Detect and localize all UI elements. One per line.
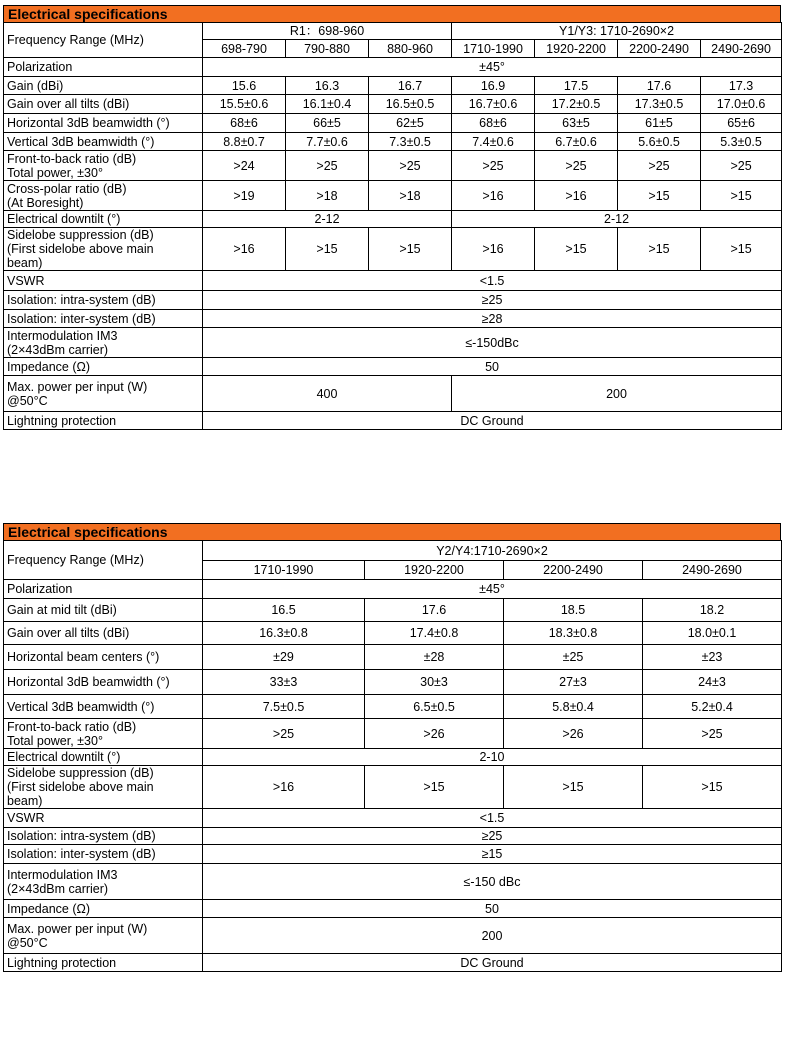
row-label xyxy=(4,328,203,358)
spec-value: >24 xyxy=(203,151,286,181)
spec-value: 17.4±0.8 xyxy=(365,622,504,645)
row-label xyxy=(4,670,203,695)
spec-row xyxy=(4,864,782,900)
band-header: 1710-1990 xyxy=(452,40,535,58)
row-label xyxy=(4,358,203,376)
spec-value: 17.5 xyxy=(535,77,618,95)
spec-value: >25 xyxy=(203,719,365,749)
spec-row xyxy=(4,211,782,228)
spec-value: >15 xyxy=(286,228,369,271)
row-label-line: VSWR xyxy=(7,273,45,288)
spec-value: 15.6 xyxy=(203,77,286,95)
row-label xyxy=(4,809,203,828)
row-label-line: Front-to-back ratio (dB) xyxy=(7,151,137,166)
spec-value: >16 xyxy=(203,228,286,271)
spec-value: >26 xyxy=(504,719,643,749)
band-header: 790-880 xyxy=(286,40,369,58)
spec-value: ±29 xyxy=(203,645,365,670)
row-label xyxy=(4,845,203,864)
spec-value: 7.7±0.6 xyxy=(286,133,369,151)
row-label-line: Cross-polar ratio (dB) xyxy=(7,181,127,196)
spec-row xyxy=(4,328,782,358)
spec-row xyxy=(4,599,782,622)
row-label-line: Total power, ±30° xyxy=(7,165,103,180)
spec-value: 18.5 xyxy=(504,599,643,622)
row-label-line: Vertical 3dB beamwidth (°) xyxy=(7,699,155,714)
row-label xyxy=(4,271,203,291)
group-header-y2y4: Y2/Y4:1710-2690×2 xyxy=(203,541,782,561)
row-label xyxy=(4,580,203,599)
spec-value: 30±3 xyxy=(365,670,504,695)
spec-row xyxy=(4,670,782,695)
spec-value: 16.3 xyxy=(286,77,369,95)
row-label xyxy=(4,58,203,77)
spec-value: 6.5±0.5 xyxy=(365,695,504,719)
row-label-line: Horizontal beam centers (°) xyxy=(7,650,160,664)
row-label-line: Sidelobe suppression (dB) xyxy=(7,228,154,242)
spec-value: >19 xyxy=(203,181,286,211)
spec-value: ≥25 xyxy=(203,828,782,845)
spec-value: DC Ground xyxy=(203,412,782,430)
row-label xyxy=(4,376,203,412)
group-header-y1y3: Y1/Y3: 1710-2690×2 xyxy=(452,23,782,40)
row-label-line: Polarization xyxy=(7,582,73,596)
spec-value: >18 xyxy=(286,181,369,211)
row-label-line: Sidelobe suppression (dB) xyxy=(7,766,154,780)
spec-value: 2-10 xyxy=(203,749,782,766)
spec-value: 5.2±0.4 xyxy=(643,695,782,719)
row-label-line: Lightning protection xyxy=(7,413,117,428)
header-row xyxy=(4,23,782,40)
spec-value: 17.2±0.5 xyxy=(535,95,618,114)
row-label-line: @50°C xyxy=(7,935,48,950)
spec-value: 16.5±0.5 xyxy=(369,95,452,114)
spec-value: 7.4±0.6 xyxy=(452,133,535,151)
spec-value: 27±3 xyxy=(504,670,643,695)
spec-table-2 xyxy=(3,540,782,972)
group-header-r1: R1：698-960 xyxy=(203,23,452,40)
spec-value: 17.0±0.6 xyxy=(701,95,782,114)
header-row xyxy=(4,541,782,561)
row-label xyxy=(4,211,203,228)
frequency-range-label: Frequency Range (MHz) xyxy=(4,541,203,580)
spec-value: 65±6 xyxy=(701,114,782,133)
row-label xyxy=(4,114,203,133)
spec-value: <1.5 xyxy=(203,271,782,291)
spec-value: <1.5 xyxy=(203,809,782,828)
row-label xyxy=(4,310,203,328)
row-label-line: (At Boresight) xyxy=(7,195,84,210)
spec-value: >25 xyxy=(452,151,535,181)
spec-value: >16 xyxy=(452,228,535,271)
spec-row xyxy=(4,918,782,954)
spec-row xyxy=(4,376,782,412)
spec-section-2 xyxy=(3,523,781,972)
row-label-line: Gain at mid tilt (dBi) xyxy=(7,603,117,617)
spec-value: 50 xyxy=(203,358,782,376)
row-label-line: (2×43dBm carrier) xyxy=(7,881,109,896)
row-label xyxy=(4,695,203,719)
spec-value: 15.5±0.6 xyxy=(203,95,286,114)
row-label-line: Electrical downtilt (°) xyxy=(7,212,121,226)
spec-value: >25 xyxy=(369,151,452,181)
spec-value: >15 xyxy=(701,181,782,211)
row-label-line: Vertical 3dB beamwidth (°) xyxy=(7,134,155,149)
spec-row xyxy=(4,954,782,972)
spec-value: 61±5 xyxy=(618,114,701,133)
spec-value: 18.0±0.1 xyxy=(643,622,782,645)
spec-value: ≤-150 dBc xyxy=(203,864,782,900)
spec-value: >15 xyxy=(369,228,452,271)
frequency-range-label: Frequency Range (MHz) xyxy=(4,23,203,58)
band-header: 2490-2690 xyxy=(643,561,782,580)
spec-row xyxy=(4,95,782,114)
row-label-line: Front-to-back ratio (dB) xyxy=(7,719,137,734)
spec-value: 200 xyxy=(452,376,782,412)
row-label-line: Polarization xyxy=(7,60,73,74)
spec-value: 16.3±0.8 xyxy=(203,622,365,645)
spec-row xyxy=(4,719,782,749)
band-header: 2200-2490 xyxy=(618,40,701,58)
spec-row xyxy=(4,310,782,328)
row-label-line: Max. power per input (W) xyxy=(7,921,148,936)
spec-row xyxy=(4,695,782,719)
row-label xyxy=(4,645,203,670)
spec-value: >16 xyxy=(203,766,365,809)
spec-value: 16.1±0.4 xyxy=(286,95,369,114)
row-label xyxy=(4,900,203,918)
spec-value: ≥25 xyxy=(203,291,782,310)
row-label-line: Isolation: intra-system (dB) xyxy=(7,829,156,843)
spec-value: 68±6 xyxy=(203,114,286,133)
row-label-line: (First sidelobe above main xyxy=(7,780,154,794)
band-header: 1710-1990 xyxy=(203,561,365,580)
row-label xyxy=(4,749,203,766)
section-title: Electrical specifications xyxy=(3,5,781,22)
spec-value: ±25 xyxy=(504,645,643,670)
spec-value: ≥28 xyxy=(203,310,782,328)
row-label xyxy=(4,864,203,900)
spec-value: >15 xyxy=(504,766,643,809)
row-label xyxy=(4,133,203,151)
spec-value: 66±5 xyxy=(286,114,369,133)
spec-value: >25 xyxy=(618,151,701,181)
row-label-line: Total power, ±30° xyxy=(7,733,103,748)
row-label-line: Intermodulation IM3 xyxy=(7,867,118,882)
row-label-line: Gain over all tilts (dBi) xyxy=(7,626,130,640)
row-label-line: Isolation: inter-system (dB) xyxy=(7,311,156,326)
spec-row xyxy=(4,809,782,828)
spec-value: 18.3±0.8 xyxy=(504,622,643,645)
spec-value: 62±5 xyxy=(369,114,452,133)
spec-row xyxy=(4,151,782,181)
spec-value: 17.6 xyxy=(365,599,504,622)
spec-value: >26 xyxy=(365,719,504,749)
band-header: 2490-2690 xyxy=(701,40,782,58)
spec-value: 33±3 xyxy=(203,670,365,695)
row-label-line: Gain over all tilts (dBi) xyxy=(7,97,130,111)
row-label-line: Gain (dBi) xyxy=(7,78,64,93)
row-label-line: beam) xyxy=(7,256,43,270)
row-label-line: Horizontal 3dB beamwidth (°) xyxy=(7,675,170,689)
spec-value: >15 xyxy=(365,766,504,809)
spec-value: 16.9 xyxy=(452,77,535,95)
spec-row xyxy=(4,900,782,918)
row-label-line: (2×43dBm carrier) xyxy=(7,342,109,357)
spec-row xyxy=(4,580,782,599)
spec-value: 6.7±0.6 xyxy=(535,133,618,151)
spec-value: 7.5±0.5 xyxy=(203,695,365,719)
spec-value: ≤-150dBc xyxy=(203,328,782,358)
band-header: 880-960 xyxy=(369,40,452,58)
row-label-line: Impedance (Ω) xyxy=(7,901,90,916)
row-label-line: Isolation: inter-system (dB) xyxy=(7,847,156,861)
spec-value: 17.6 xyxy=(618,77,701,95)
row-label xyxy=(4,599,203,622)
spec-row xyxy=(4,291,782,310)
spec-value: 17.3±0.5 xyxy=(618,95,701,114)
spec-value: >25 xyxy=(643,719,782,749)
spec-value: 5.3±0.5 xyxy=(701,133,782,151)
spec-value: >15 xyxy=(618,228,701,271)
row-label xyxy=(4,719,203,749)
spec-row xyxy=(4,622,782,645)
row-label xyxy=(4,918,203,954)
band-header: 698-790 xyxy=(203,40,286,58)
spec-value: 16.7±0.6 xyxy=(452,95,535,114)
row-label-line: Isolation: intra-system (dB) xyxy=(7,293,156,307)
row-label-line: Lightning protection xyxy=(7,955,117,970)
row-label xyxy=(4,412,203,430)
spec-row xyxy=(4,845,782,864)
row-label xyxy=(4,828,203,845)
spec-value: 7.3±0.5 xyxy=(369,133,452,151)
spec-value: 2-12 xyxy=(452,211,782,228)
band-header: 2200-2490 xyxy=(504,561,643,580)
spec-value: 5.6±0.5 xyxy=(618,133,701,151)
row-label xyxy=(4,95,203,114)
spec-value: ±45° xyxy=(203,58,782,77)
spec-value: >25 xyxy=(286,151,369,181)
row-label xyxy=(4,181,203,211)
spec-row xyxy=(4,358,782,376)
spec-row xyxy=(4,77,782,95)
row-label-line: VSWR xyxy=(7,811,45,825)
spec-row xyxy=(4,271,782,291)
row-label-line: @50°C xyxy=(7,393,48,408)
spec-value: >16 xyxy=(535,181,618,211)
spec-value: >15 xyxy=(618,181,701,211)
spec-value: >15 xyxy=(535,228,618,271)
spec-value: >16 xyxy=(452,181,535,211)
row-label-line: (First sidelobe above main xyxy=(7,242,154,256)
row-label xyxy=(4,151,203,181)
spec-value: DC Ground xyxy=(203,954,782,972)
row-label-line: Electrical downtilt (°) xyxy=(7,750,121,764)
spec-row xyxy=(4,133,782,151)
row-label-line: Intermodulation IM3 xyxy=(7,328,118,343)
spec-value: ±28 xyxy=(365,645,504,670)
spec-value: ±45° xyxy=(203,580,782,599)
row-label xyxy=(4,77,203,95)
spec-value: 24±3 xyxy=(643,670,782,695)
spec-row xyxy=(4,114,782,133)
spec-value: 17.3 xyxy=(701,77,782,95)
spec-row xyxy=(4,58,782,77)
spec-value: >18 xyxy=(369,181,452,211)
row-label-line: Horizontal 3dB beamwidth (°) xyxy=(7,116,170,130)
spec-row xyxy=(4,749,782,766)
spec-value: 200 xyxy=(203,918,782,954)
band-header: 1920-2200 xyxy=(365,561,504,580)
spec-value: ±23 xyxy=(643,645,782,670)
spec-row xyxy=(4,228,782,271)
row-label-line: beam) xyxy=(7,794,43,808)
spec-value: 68±6 xyxy=(452,114,535,133)
row-label xyxy=(4,228,203,271)
row-label xyxy=(4,954,203,972)
band-header: 1920-2200 xyxy=(535,40,618,58)
spec-row xyxy=(4,645,782,670)
spec-table-1 xyxy=(3,22,782,430)
spec-row xyxy=(4,766,782,809)
row-label-line: Max. power per input (W) xyxy=(7,379,148,394)
spec-row xyxy=(4,412,782,430)
spec-value: 5.8±0.4 xyxy=(504,695,643,719)
spec-value: 400 xyxy=(203,376,452,412)
spec-value: ≥15 xyxy=(203,845,782,864)
spec-value: 16.5 xyxy=(203,599,365,622)
spec-value: 2-12 xyxy=(203,211,452,228)
spec-value: 18.2 xyxy=(643,599,782,622)
spec-value: >25 xyxy=(535,151,618,181)
spec-row xyxy=(4,181,782,211)
row-label xyxy=(4,766,203,809)
row-label-line: Impedance (Ω) xyxy=(7,359,90,374)
spec-value: 50 xyxy=(203,900,782,918)
section-title: Electrical specifications xyxy=(3,523,781,540)
spec-row xyxy=(4,828,782,845)
spec-value: >15 xyxy=(701,228,782,271)
spec-section-1 xyxy=(3,5,781,430)
row-label xyxy=(4,291,203,310)
spec-value: >25 xyxy=(701,151,782,181)
spec-value: >15 xyxy=(643,766,782,809)
row-label xyxy=(4,622,203,645)
spec-value: 63±5 xyxy=(535,114,618,133)
spec-value: 16.7 xyxy=(369,77,452,95)
spec-value: 8.8±0.7 xyxy=(203,133,286,151)
